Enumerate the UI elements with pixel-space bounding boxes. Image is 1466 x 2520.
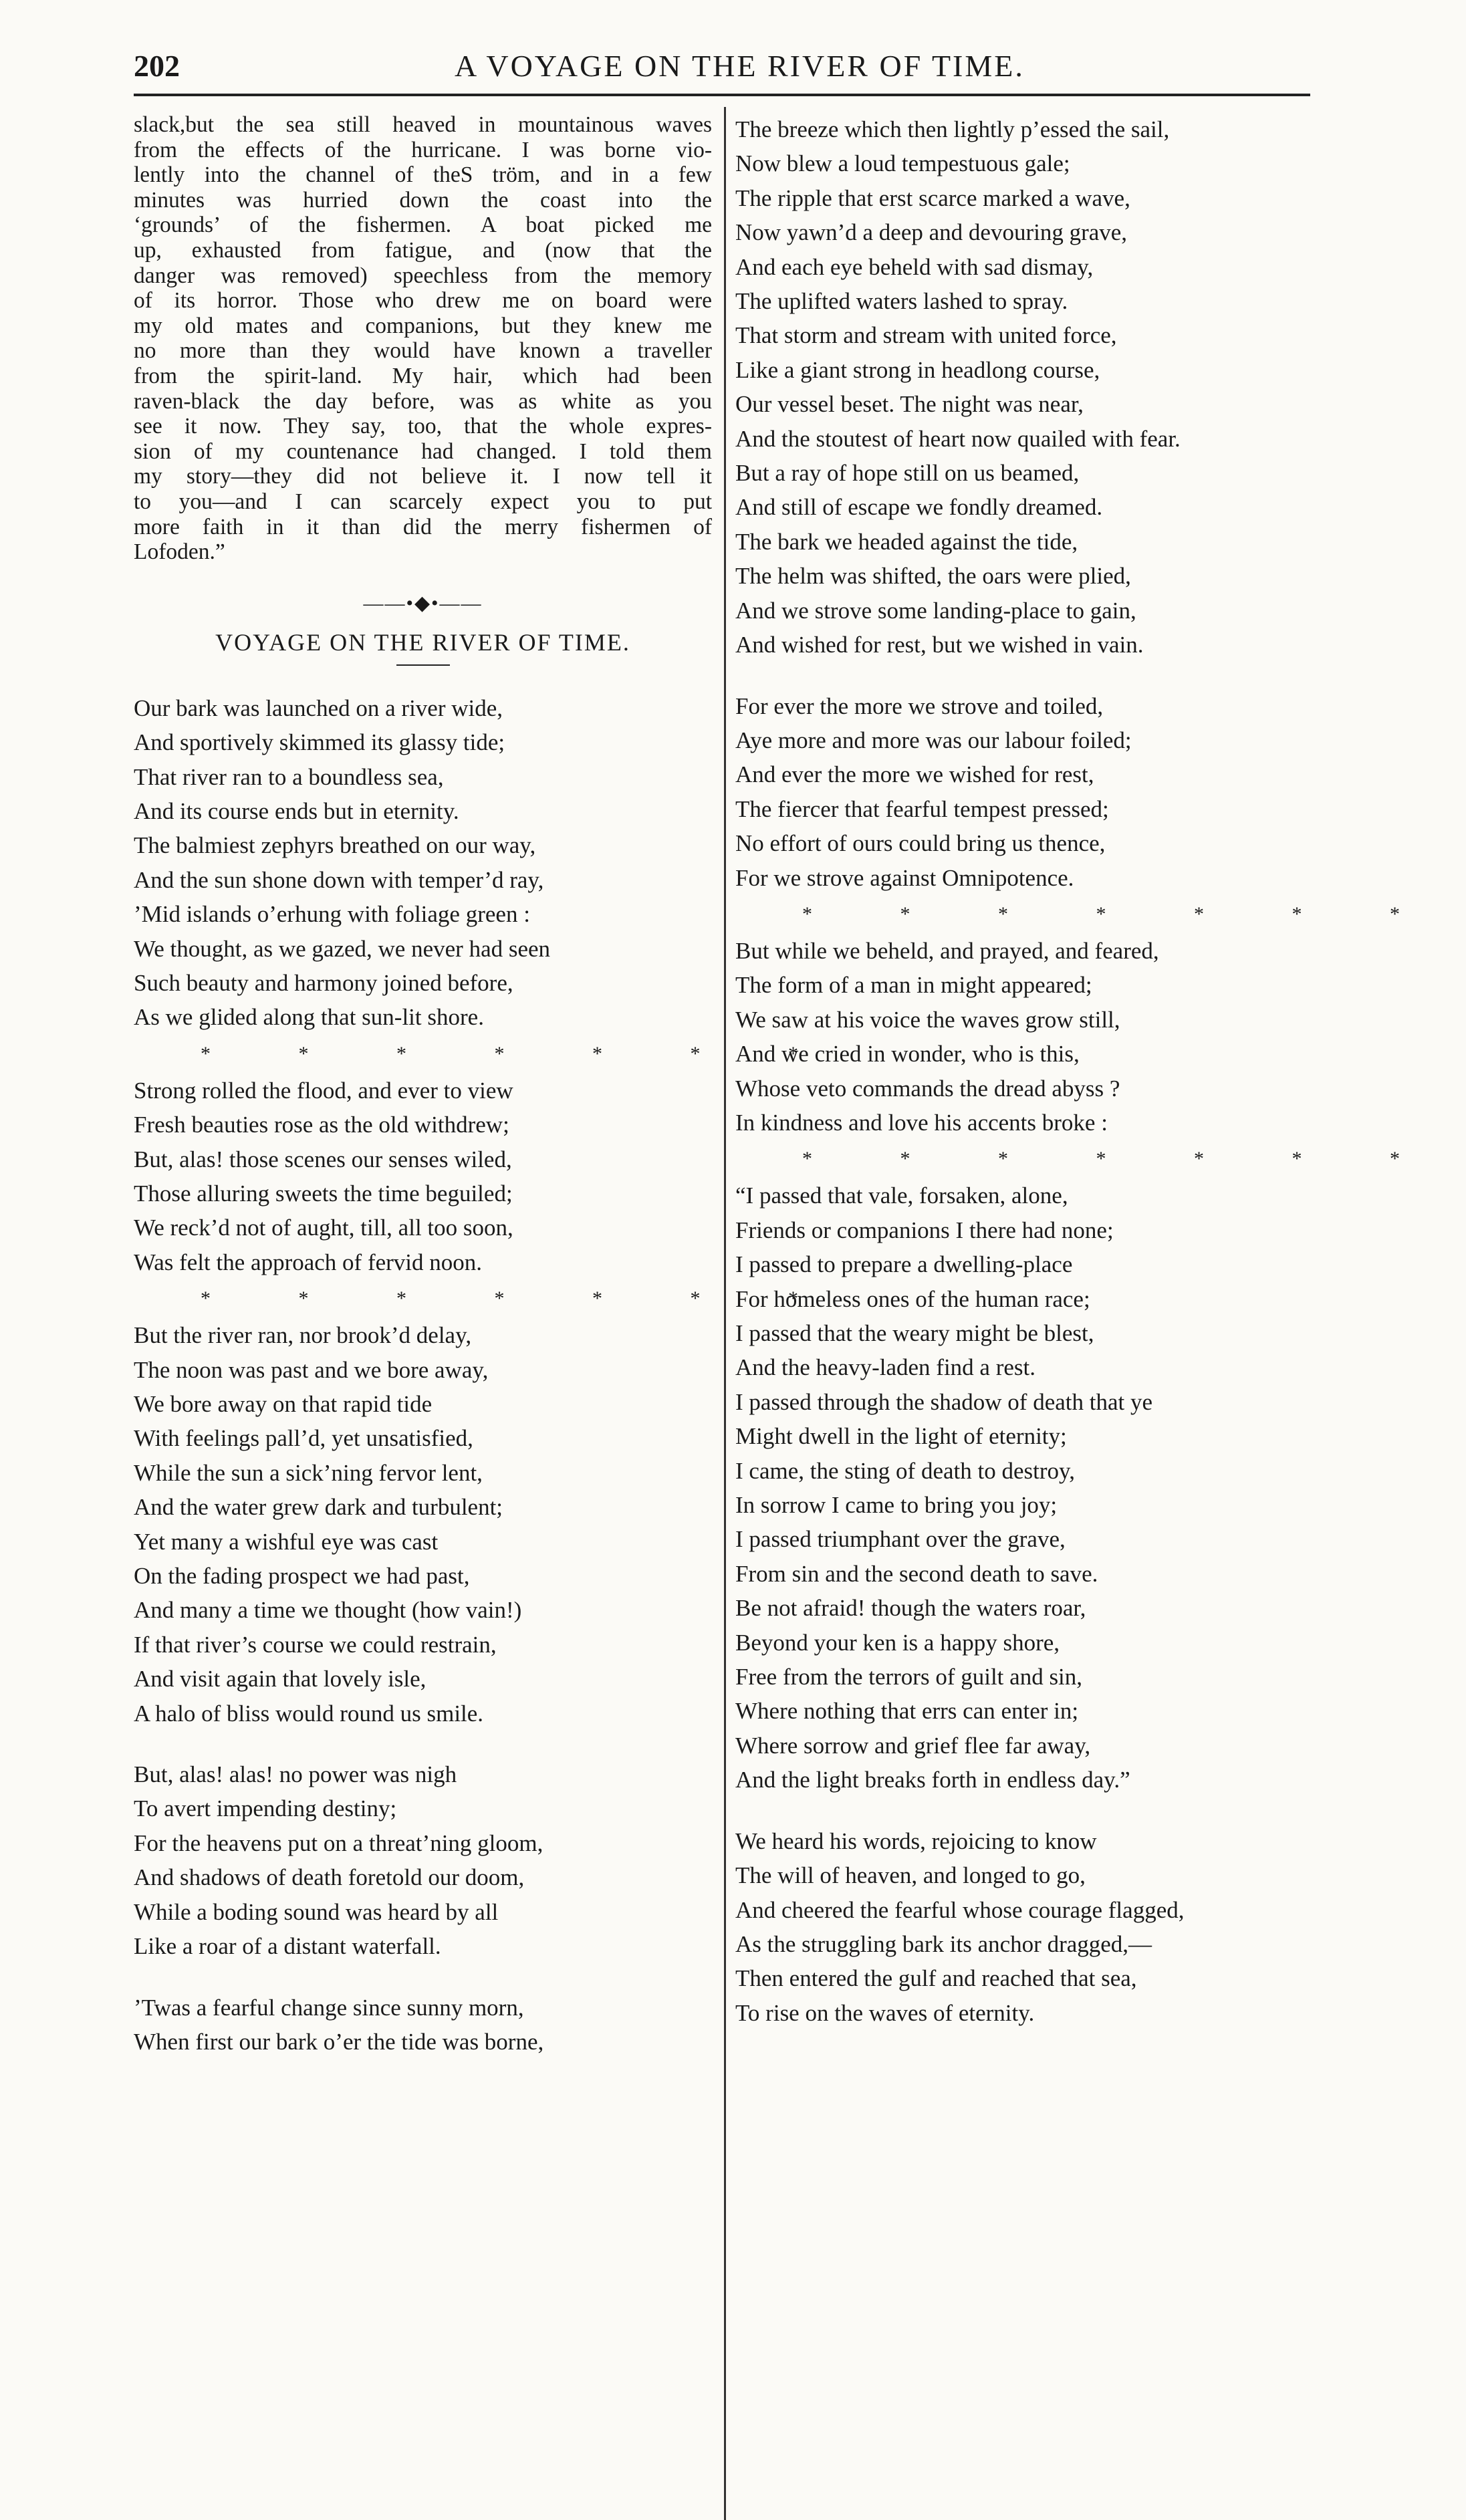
poem-line: And sportively skimmed its glassy tide; xyxy=(134,729,505,756)
poem-line: To rise on the waves of eternity. xyxy=(735,1999,1035,2026)
prose-line: my old mates and companions, but they knew me xyxy=(134,313,712,338)
prose-line: to you—and I can scarcely expect you to put xyxy=(134,489,712,514)
column-divider xyxy=(724,107,726,2520)
poem-line: We thought, as we gazed, we never had seen xyxy=(134,935,551,962)
stanza xyxy=(735,1824,1310,2030)
poem-line: But, alas! alas! no power was nigh xyxy=(134,1761,457,1788)
poem-line: Beyond your ken is a happy shore, xyxy=(735,1629,1060,1656)
poem-line: But while we beheld, and prayed, and feared, xyxy=(735,937,1159,964)
poem-line: Friends or companions I there had none; xyxy=(735,1217,1114,1243)
poem-line: But, alas! those scenes our senses wiled, xyxy=(134,1146,512,1172)
right-column xyxy=(735,112,1441,2057)
poem-line: With feelings pall’d, yet unsatisfied, xyxy=(134,1425,473,1452)
poem-line: Whose veto commands the dread abyss ? xyxy=(735,1075,1120,1102)
poem-line: When first our bark o’er the tide was borne, xyxy=(134,2028,544,2055)
poem-line: And ever the more we wished for rest, xyxy=(735,761,1094,788)
poem-title: VOYAGE ON THE RIVER OF TIME. xyxy=(215,628,630,656)
left-column xyxy=(134,112,840,2086)
story-ending-paragraph xyxy=(134,112,712,565)
asterisk-divider: * * * * * * * xyxy=(201,1287,840,1310)
prose-line: lently into the channel of theS tröm, and in a few xyxy=(134,162,712,188)
poem-line: The will of heaven, and longed to go, xyxy=(735,1862,1086,1889)
poem-line: And the sun shone down with temper’d ray, xyxy=(134,866,544,893)
poem-line: And shadows of death foretold our doom, xyxy=(134,1864,525,1891)
poem-line: The uplifted waters lashed to spray. xyxy=(735,288,1068,315)
header-rule xyxy=(134,94,1310,96)
page-header xyxy=(134,45,1310,92)
poem-line: And we strove some landing-place to gain, xyxy=(735,597,1136,624)
poem-line: Aye more and more was our labour foiled; xyxy=(735,727,1132,753)
poem-line: And wished for rest, but we wished in vain. xyxy=(735,632,1144,658)
poem-line: Might dwell in the light of eternity; xyxy=(735,1423,1067,1450)
poem-line: We saw at his voice the waves grow still, xyxy=(735,1006,1120,1033)
poem-line: But the river ran, nor brook’d delay, xyxy=(134,1322,472,1349)
poem-line: The balmiest zephyrs breathed on our way, xyxy=(134,832,536,859)
poem-line: While a boding sound was heard by all xyxy=(134,1898,499,1925)
poem-line: We bore away on that rapid tide xyxy=(134,1391,433,1417)
poem-line: For the heavens put on a threat’ning gloom, xyxy=(134,1830,543,1856)
poem-line: I passed that the weary might be blest, xyxy=(735,1320,1094,1346)
poem-line: And the water grew dark and turbulent; xyxy=(134,1494,503,1521)
asterisk-divider: * * * * * * * xyxy=(802,1148,1441,1170)
stanza xyxy=(134,1318,712,1731)
prose-line: sion of my countenance had changed. I told them xyxy=(134,438,712,464)
poem-line: The helm was shifted, the oars were plied, xyxy=(735,563,1131,590)
stanza xyxy=(134,1074,712,1279)
stanza xyxy=(735,112,1310,662)
poem-line: That river ran to a boundless sea, xyxy=(134,763,444,790)
poem-line: I passed triumphant over the grave, xyxy=(735,1526,1066,1553)
poem-line: As we glided along that sun-lit shore. xyxy=(134,1004,484,1031)
poem-line: That storm and stream with united force, xyxy=(735,322,1117,349)
asterisk-divider: * * * * * * * xyxy=(802,902,1441,925)
stanza xyxy=(735,689,1310,895)
prose-line: my story—they did not believe it. I now tell it xyxy=(134,464,712,489)
prose-line: danger was removed) speechless from the memory xyxy=(134,263,712,288)
poem-line: The fiercer that fearful tempest pressed; xyxy=(735,795,1109,822)
poem-line: Those alluring sweets the time beguiled; xyxy=(134,1180,513,1207)
poem-line: The form of a man in might appeared; xyxy=(735,972,1092,999)
poem-line: And visit again that lovely isle, xyxy=(134,1666,426,1692)
poem-line: No effort of ours could bring us thence, xyxy=(735,830,1106,857)
poem-line: I passed through the shadow of death that ye xyxy=(735,1388,1153,1415)
poem-line: Now blew a loud tempestuous gale; xyxy=(735,150,1070,177)
prose-line: minutes was hurried down the coast into the xyxy=(134,187,712,213)
poem-line: The noon was past and we bore away, xyxy=(134,1356,489,1383)
running-title: A VOYAGE ON THE RIVER OF TIME. xyxy=(455,49,1025,83)
poem-line: Where sorrow and grief flee far away, xyxy=(735,1732,1091,1759)
stanza xyxy=(134,691,712,1035)
poem-line: The breeze which then lightly p’essed the sail, xyxy=(735,116,1170,142)
poem-line: And its course ends but in eternity. xyxy=(134,797,459,824)
poem-line: And cheered the fearful whose courage flagged, xyxy=(735,1896,1185,1923)
poem-line: ’Twas a fearful change since sunny morn, xyxy=(134,1994,524,2021)
poem-line: Be not afraid! though the waters roar, xyxy=(735,1595,1086,1622)
poem-line: Where nothing that errs can enter in; xyxy=(735,1698,1079,1725)
poem-line: Now yawn’d a deep and devouring grave, xyxy=(735,219,1128,246)
prose-line: from the spirit-land. My hair, which had been xyxy=(134,363,712,388)
poem-line: Like a roar of a distant waterfall. xyxy=(134,1933,441,1960)
prose-line: slack,but the sea still heaved in mountainous waves xyxy=(134,112,712,137)
poem-line: In sorrow I came to bring you joy; xyxy=(735,1492,1058,1519)
section-ornament: ——•◆•—— xyxy=(363,592,483,614)
poem-line: I passed to prepare a dwelling-place xyxy=(735,1251,1073,1278)
poem-line: We heard his words, rejoicing to know xyxy=(735,1828,1097,1854)
prose-line: raven-black the day before, was as white as you xyxy=(134,388,712,414)
prose-line: see it now. They say, too, that the whole expres- xyxy=(134,414,712,439)
prose-line: of its horror. Those who drew me on board were xyxy=(134,288,712,313)
poem-line: While the sun a sick’ning fervor lent, xyxy=(134,1459,483,1486)
poem-line: And the heavy-laden find a rest. xyxy=(735,1354,1036,1381)
poem-line: A halo of bliss would round us smile. xyxy=(134,1700,484,1727)
poem-line: And each eye beheld with sad dismay, xyxy=(735,253,1094,280)
prose-line: more faith in it than did the merry fishermen of xyxy=(134,514,712,539)
stanza xyxy=(134,1991,712,2059)
stanza xyxy=(735,934,1310,1140)
poem-line: For ever the more we strove and toiled, xyxy=(735,692,1104,719)
poem-line: And we cried in wonder, who is this, xyxy=(735,1041,1080,1067)
title-rule xyxy=(396,664,450,666)
poem-line: From sin and the second death to save. xyxy=(735,1560,1098,1587)
poem-line: Like a giant strong in headlong course, xyxy=(735,356,1100,383)
poem-line: Free from the terrors of guilt and sin, xyxy=(735,1664,1083,1690)
poem-line: Strong rolled the flood, and ever to view xyxy=(134,1077,513,1104)
prose-line: no more than they would have known a traveller xyxy=(134,338,712,364)
prose-line: up, exhausted from fatigue, and (now that the xyxy=(134,237,712,263)
poem-line: ’Mid islands o’erhung with foliage green : xyxy=(134,901,530,928)
poem-line: The ripple that erst scarce marked a wave, xyxy=(735,184,1130,211)
poem-line: Our vessel beset. The night was near, xyxy=(735,391,1084,418)
poem-line: And the stoutest of heart now quailed with fear. xyxy=(735,425,1181,452)
poem-line: If that river’s course we could restrain, xyxy=(134,1631,497,1658)
asterisk-divider: * * * * * * * xyxy=(201,1042,840,1065)
poem-line: As the struggling bark its anchor dragged,— xyxy=(735,1930,1152,1957)
poem-line: We reck’d not of aught, till, all too soon, xyxy=(134,1215,513,1241)
prose-line: Lofoden.” xyxy=(134,539,225,565)
poem-line: And still of escape we fondly dreamed. xyxy=(735,494,1103,521)
poem-line: On the fading prospect we had past, xyxy=(134,1563,470,1590)
poem-line: But a ray of hope still on us beamed, xyxy=(735,460,1080,487)
poem-line: For homeless ones of the human race; xyxy=(735,1285,1090,1312)
poem-line: In kindness and love his accents broke : xyxy=(735,1109,1108,1136)
poem-line: Was felt the approach of fervid noon. xyxy=(134,1249,483,1275)
poem-line: Fresh beauties rose as the old withdrew; xyxy=(134,1112,509,1138)
poem-line: Such beauty and harmony joined before, xyxy=(134,969,513,996)
prose-line: from the effects of the hurricane. I was borne vio- xyxy=(134,137,712,162)
poem-line: And many a time we thought (how vain!) xyxy=(134,1597,522,1624)
poem-line: The bark we headed against the tide, xyxy=(735,528,1078,555)
poem-line: And the light breaks forth in endless day.” xyxy=(735,1767,1130,1793)
poem-line: Then entered the gulf and reached that sea, xyxy=(735,1965,1137,1992)
prose-line: ‘grounds’ of the fishermen. A boat picked me xyxy=(134,213,712,238)
poem-line: To avert impending destiny; xyxy=(134,1795,397,1822)
poem-line: Yet many a wishful eye was cast xyxy=(134,1528,439,1555)
stanza xyxy=(735,1178,1310,1797)
page-number: 202 xyxy=(134,49,180,83)
poem-line: For we strove against Omnipotence. xyxy=(735,864,1074,891)
poem-line: “I passed that vale, forsaken, alone, xyxy=(735,1182,1068,1209)
poem-line: Our bark was launched on a river wide, xyxy=(134,695,503,721)
stanza xyxy=(134,1757,712,1963)
poem-line: I came, the sting of death to destroy, xyxy=(735,1457,1075,1484)
